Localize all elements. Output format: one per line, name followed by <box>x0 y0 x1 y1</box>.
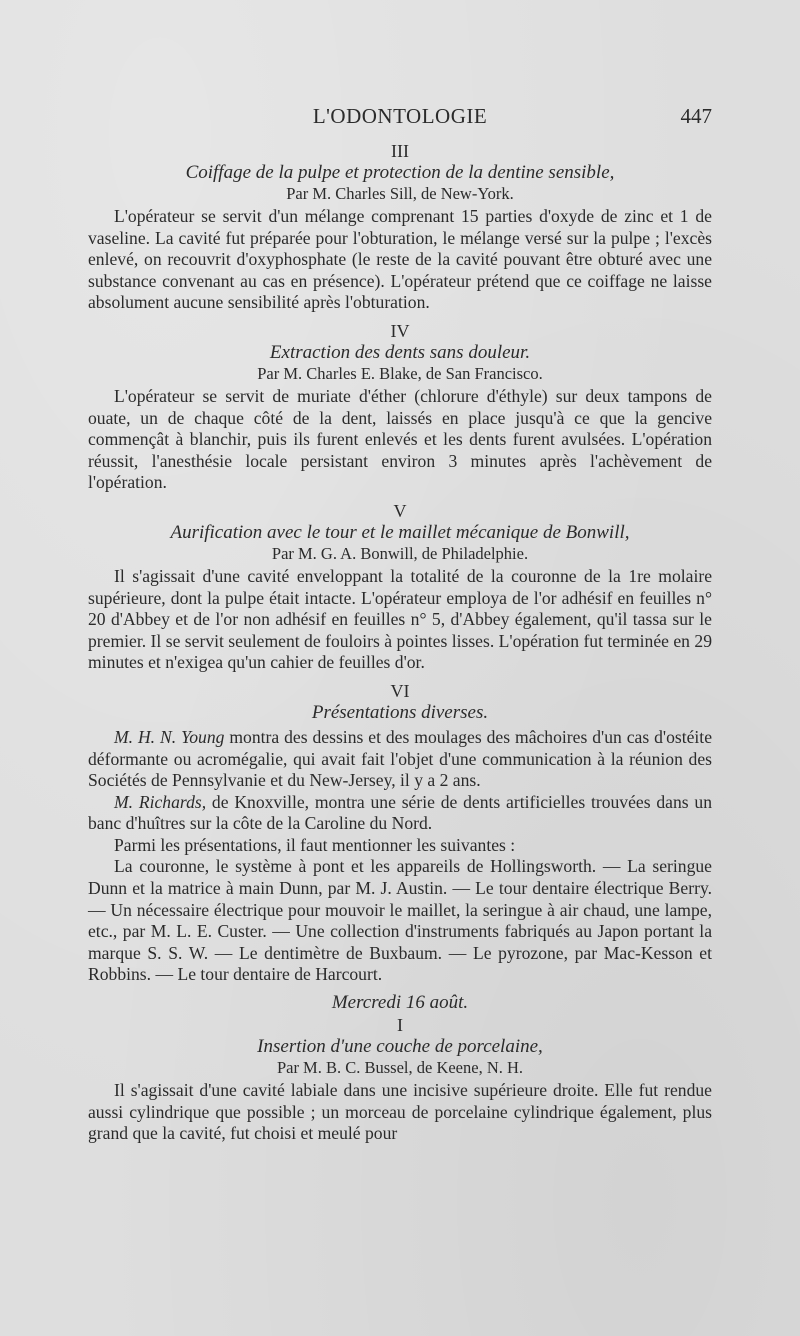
section-numeral: III <box>391 141 409 161</box>
section-byline: Par M. G. A. Bonwill, de Philadelphie. <box>271 543 529 563</box>
section-paragraph: Il s'agissait d'une cavité enveloppant la totalité de la couronne de la 1re molaire supérieure, dont la pulpe était intacte. L'opérateur employa de l'or adhésif en feuilles n° 20 d'Abbey et de l'or non adhésif en feuilles n° 5, d'Abbey également, qu'il tassa sur le premier. Il se servit seulement de fouloirs à pointes lisses. L'opération fut terminée en 29 minutes et n'exigea qu'un cahier de feuilles d'or. <box>88 565 712 673</box>
section-byline: Par M. Charles E. Blake, de San Francisco. <box>257 363 543 383</box>
running-head: L'ODONTOLOGIE <box>312 104 488 128</box>
person-name: M. Richards, <box>114 791 207 812</box>
day-heading: Mercredi 16 août. <box>331 992 469 1014</box>
section-title: Présentations diverses. <box>311 701 489 723</box>
paragraph-text: montra des dessins et des moulages des mâchoires d'un cas d'ostéite déformante ou acromégalie, qui avait fait l'objet d'une communication à la réunion des Sociétés de Pennsylvanie et du New-Jersey, il y a 2 ans. <box>88 726 713 791</box>
section-paragraph: L'opérateur se servit de muriate d'éther (chlorure d'éthyle) sur deux tampons de ouate, un de chaque côté de la dent, laissés en place jusqu'à ce que la gencive commençât à blanchir, puis ils furent enlevés et les dents furent avulsées. L'opération réussit, l'anesthésie locale persistant environ 3 minutes après l'achèvement de l'opération. <box>88 385 712 493</box>
page-body <box>88 140 712 1145</box>
section-byline: Par M. Charles Sill, de New-York. <box>286 184 514 203</box>
section-paragraph: Il s'agissait d'une cavité labiale dans une incisive supérieure droite. Elle fut rendue aussi cylindrique que possible ; un morceau de porcelaine cylindrique également, plus grand que la cavité, fut choisi et meulé pour <box>88 1080 712 1144</box>
section-paragraph <box>88 792 712 835</box>
section-title: Coiffage de la pulpe et protection de la dentine sensible, <box>185 162 615 183</box>
section-paragraph: Parmi les présentations, il faut mentionner les suivantes : <box>114 834 516 855</box>
page-header <box>88 104 712 136</box>
section-title: Aurification avec le tour et le maillet mécanique de Bonwill, <box>170 521 630 543</box>
section-paragraph: L'opérateur se servit d'un mélange comprenant 15 parties d'oxyde de zinc et 1 de vaseline. La cavité fut préparée pour l'obturation, le mélange versé sur la pulpe ; l'excès enlevé, on recouvrit d'oxyphosphate (le reste de la cavité pouvant être obturé avec une substance convenant au cas en présence). L'opérateur prétend que ce coiffage ne laisse absolument aucune sensibilité après l'obturation. <box>88 206 712 313</box>
page-number: 447 <box>680 104 712 128</box>
section-title: Insertion d'une couche de porcelaine, <box>257 1036 543 1058</box>
person-name: M. H. N. Young <box>114 726 225 747</box>
section-numeral: VI <box>390 680 410 701</box>
section-paragraph: La couronne, le système à pont et les appareils de Hollingsworth. — La seringue Dunn et la matrice à main Dunn, par M. J. Austin. — Le tour dentaire électrique Berry. — Un nécessaire électrique pour mouvoir le maillet, la seringue à air chaud, une lampe, etc., par M. L. E. Custer. — Une collection d'instruments fabriqués au Japon portant la marque S. S. W. — Le dentimètre de Buxbaum. — Le pyrozone, par Mac-Kesson et Robbins. — Le tour dentaire de Harcourt. <box>88 856 712 985</box>
section-paragraph <box>88 727 712 792</box>
paragraph-text: de Knoxville, montra une série de dents artificielles trouvées dans un banc d'huîtres sur la côte de la Caroline du Nord. <box>88 791 712 834</box>
section-title: Extraction des dents sans douleur. <box>269 341 531 363</box>
section-numeral: I <box>397 1015 403 1036</box>
section-numeral: IV <box>390 320 410 341</box>
section-byline: Par M. B. C. Bussel, de Keene, N. H. <box>276 1058 524 1078</box>
section-numeral: V <box>393 500 407 521</box>
